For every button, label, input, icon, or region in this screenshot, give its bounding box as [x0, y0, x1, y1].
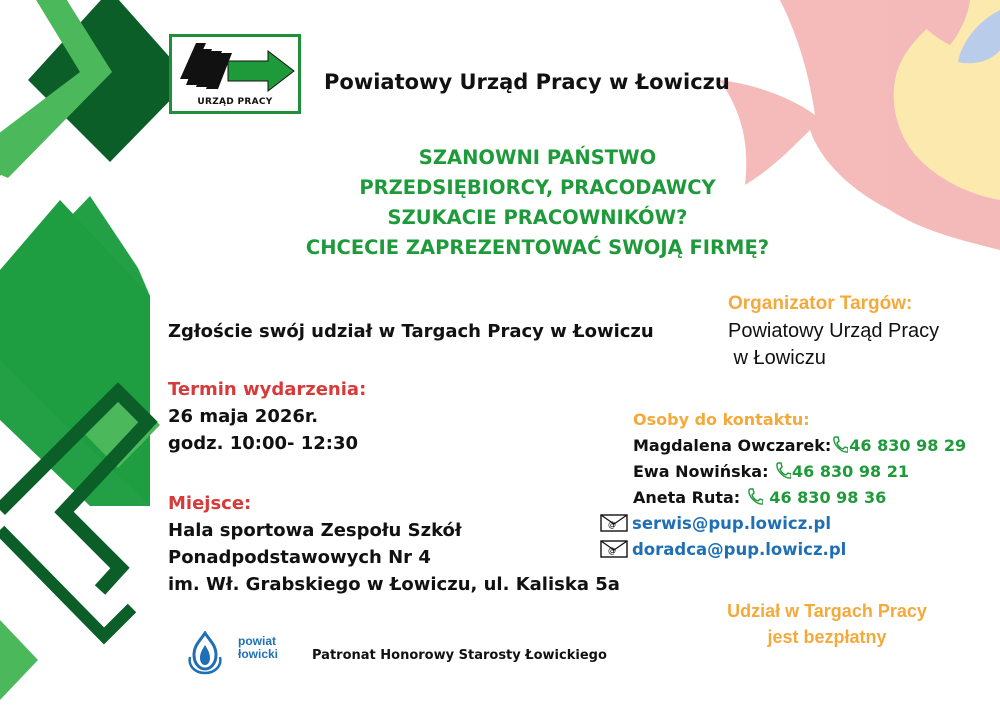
contacts-label: Osoby do kontaktu:: [633, 410, 810, 429]
email-icon: [600, 514, 628, 532]
svg-text:@: @: [608, 520, 616, 529]
contact-name: Ewa Nowińska:: [633, 462, 775, 481]
powiat-line: łowicki: [238, 647, 279, 661]
contacts-section: [633, 407, 966, 511]
emails-section: [600, 511, 846, 563]
documents-arrow-icon: [176, 41, 298, 97]
termin-section: [168, 376, 366, 457]
venue-line: Ponadpodstawowych Nr 4: [168, 547, 431, 568]
free-line: Udział w Targach Pracy: [727, 601, 927, 621]
contact-name: Magdalena Owczarek:: [633, 436, 832, 455]
contact-row: [633, 485, 966, 511]
headline-line: SZUKACIE PRACOWNIKÓW?: [387, 206, 688, 229]
invite-text: Zgłoście swój udział w Targach Pracy w Łowiczu: [168, 321, 654, 342]
contact-name: Aneta Ruta:: [633, 488, 746, 507]
organizer-section: [728, 290, 939, 372]
free-line: jest bezpłatny: [767, 627, 887, 647]
patronat-text: Patronat Honorowy Starosty Łowickiego: [312, 648, 607, 663]
miejsce-section: [168, 490, 620, 598]
contact-phone[interactable]: 46 830 98 29: [849, 436, 967, 455]
contact-phone[interactable]: 46 830 98 21: [792, 462, 909, 481]
event-date: 26 maja 2026r.: [168, 406, 319, 427]
phone-icon: [775, 462, 791, 480]
termin-label: Termin wydarzenia:: [168, 379, 367, 400]
event-time: godz. 10:00- 12:30: [168, 433, 359, 454]
powiat-logo-text: [238, 635, 278, 661]
organizer-label: Organizator Targów:: [728, 293, 913, 314]
svg-text:@: @: [608, 546, 616, 555]
organizer-city: w Łowiczu: [728, 347, 826, 369]
contact-row: [633, 433, 966, 459]
venue-line: im. Wł. Grabskiego w Łowiczu, ul. Kaliska 5a: [168, 574, 620, 595]
email-row: [600, 511, 846, 537]
page-title: Powiatowy Urząd Pracy w Łowiczu: [324, 70, 730, 94]
headline: [220, 143, 855, 263]
headline-line: CHCECIE ZAPREZENTOWAĆ SWOJĄ FIRMĘ?: [305, 236, 770, 259]
contact-phone[interactable]: 46 830 98 36: [763, 488, 887, 507]
venue-line: Hala sportowa Zespołu Szkół: [168, 520, 462, 541]
email-link[interactable]: serwis@pup.lowicz.pl: [632, 514, 832, 533]
headline-line: PRZEDSIĘBIORCY, PRACODAWCY: [359, 176, 716, 199]
phone-icon: [747, 488, 763, 506]
phone-icon: [832, 436, 848, 454]
logo-label: URZĄD PRACY: [197, 97, 273, 107]
miejsce-label: Miejsce:: [168, 493, 252, 514]
organizer-name: Powiatowy Urząd Pracy: [728, 320, 940, 342]
urzad-pracy-logo: [169, 34, 301, 114]
powiat-flame-icon: [186, 631, 224, 675]
contact-row: [633, 459, 966, 485]
email-link[interactable]: doradca@pup.lowicz.pl: [632, 540, 847, 559]
free-participation-note: [700, 598, 954, 650]
powiat-line: powiat: [238, 634, 276, 648]
email-row: [600, 537, 846, 563]
email-icon: [600, 540, 628, 558]
headline-line: SZANOWNI PAŃSTWO: [418, 146, 657, 169]
